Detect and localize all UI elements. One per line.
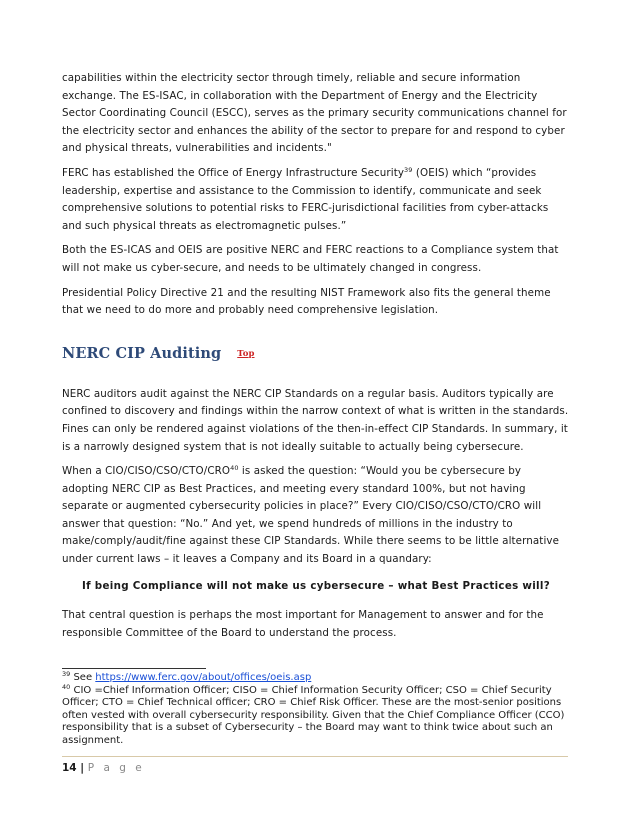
paragraph-cio-question [62, 463, 570, 569]
paragraph-oeis [62, 165, 570, 235]
section-heading [62, 344, 570, 364]
footnote-39-text: See [70, 672, 96, 683]
paragraph-oeis-text-a: FERC has established the Office of Energy Infrastructure Security [62, 166, 405, 179]
page-body [62, 70, 570, 649]
section-heading-text: NERC CIP Auditing [62, 344, 222, 362]
footnote-39-number: 39 [62, 670, 71, 678]
paragraph-cio-text-a: When a CIO/CISO/CSO/CTO/CRO [62, 465, 231, 478]
footnote-40-number: 40 [62, 682, 71, 691]
footnote-40 [62, 682, 570, 748]
paragraph-cio-text-b: is asked the question: “Would you be cybersecure by adopting NERC CIP as Best Practices, and meeting every standard 100%, but not having separate or augmented cybersecurity policies in place?” Every CIO/CISO/CSO/CTO/CRO will answer that question: “No.” And yet, we spend hundreds of millions in the industry to make/comply/audit/fine against these CIP Standards. While there seems to be little alternative under current laws – it leaves a Company and its Board in a quandary: [62, 465, 560, 566]
paragraph-central-question: That central question is perhaps the most important for Management to answer and for the responsible Committee of the Board to understand the process. [62, 609, 544, 639]
paragraph-ppd21: Presidential Policy Directive 21 and the resulting NIST Framework also fits the general theme that we need to do more and probably need comprehensive legislation. [62, 286, 551, 317]
page-number: 14 [62, 762, 77, 774]
callout-question: If being Compliance will not make us cybersecure – what Best Practices will? [81, 579, 550, 592]
paragraph-es-isac: capabilities within the electricity sector through timely, reliable and secure information exchange. The ES-ISAC, in collaboration with the Department of Energy and the Electricity Sector Coordinating Council (ESCC), serves as the primary security communications channel for the electricity sector and enhances the ability of the sector to prepare for and respond to cyber and physical threats, vulnerabilities and incidents." [62, 72, 567, 155]
footnote-ref-40[interactable]: 40 [230, 464, 239, 473]
top-link[interactable]: Top [237, 348, 255, 359]
footer-separator: | [76, 762, 88, 774]
paragraph-auditors: NERC auditors audit against the NERC CIP Standards on a regular basis. Auditors typically are confined to discovery and findings within the narrow context of what is written in the standards. Fines can only be rendered against violations of the then-in-effect CIP Standards. In summary, it is a narrowly designed system that is not ideally suitable to actually being cybersecure. [62, 387, 569, 453]
page-footer [62, 756, 568, 774]
footnotes [62, 668, 570, 747]
paragraph-reactions: Both the ES-ICAS and OEIS are positive NERC and FERC reactions to a Compliance system that will not make us cyber-secure, and needs to be ultimately changed in congress. [62, 244, 559, 274]
paragraph-oeis-text-b: (OEIS) which “provides leadership, expertise and assistance to the Commission to identify, communicate and seek comprehensive solutions to potential risks to FERC-jurisdictional facilities from cyber-attacks and such physical threats as electromagnetic pulses.” [62, 166, 549, 232]
footnote-39 [62, 672, 570, 685]
footnote-40-text: CIO =Chief Information Officer; CISO = Chief Information Security Officer; CSO = Chief Security Officer; CTO = Chief Technical officer; CRO = Chief Risk Officer. These are the most-senior positions often vested with overall cybersecurity responsibility. Given that the Chief Compliance Officer (CCO) responsibility that is a subset of Cybersecurity – the Board may want to think twice about such an assignment. [62, 684, 565, 746]
footnote-divider [62, 668, 206, 669]
footnote-ref-39[interactable]: 39 [404, 165, 413, 174]
page-label: P a g e [87, 762, 145, 774]
footnote-39-link[interactable]: https://www.ferc.gov/about/offices/oeis.asp [95, 672, 312, 683]
